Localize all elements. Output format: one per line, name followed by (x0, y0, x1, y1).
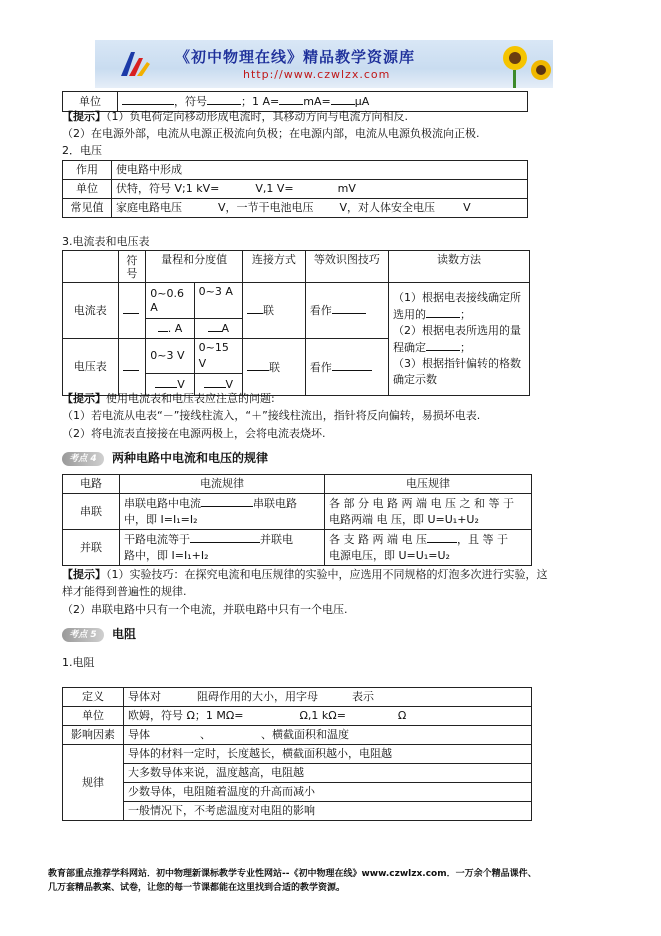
voltmeter-range-1: 0~3 V (146, 339, 194, 374)
section-kaodian-4: 考点 4 两种电路中电流和电压的规律 (62, 450, 268, 467)
tip-2-line-2: （1）若电流从电表“－”接线柱流入，“＋”接线柱流出，指针将反向偏转，易损坏电表. (62, 409, 481, 422)
voltmeter-div-2: V (194, 374, 242, 396)
voltage-unit-text: 伏特，符号 V;1 kV= V,1 V= mV (112, 180, 528, 199)
range-header: 量程和分度值 (146, 251, 243, 283)
resistance-table (62, 687, 532, 821)
resistance-rule-1: 导体的材料一定时，长度越长，横截面积越小，电阻越 (124, 745, 532, 764)
reading-method: （1）根据电表接线确定所 选用的 ； （2）根据电表所选用的量 程确定 ； （3）根据指针偏转的格数 确定示数 (389, 283, 530, 396)
voltage-row-unit: 单位 (63, 180, 112, 199)
tip-2-line-1: 【提示】使用电流表和电压表应注意的问题: (62, 392, 275, 405)
resistance-unit: 欧姆，符号 Ω；1 MΩ= Ω,1 kΩ= Ω (124, 707, 532, 726)
voltage-row-function: 作用 (63, 161, 112, 180)
voltage-common-text: 家庭电路电压 V，一节干电池电压 V，对人体安全电压 V (112, 199, 528, 218)
resistance-row-factors: 影响因素 (63, 726, 124, 745)
header-banner (95, 40, 553, 88)
resistance-row-definition: 定义 (63, 688, 124, 707)
series-current: 串联电路中电流 串联电路 中，即 I=I₁=I₂ (120, 494, 325, 530)
unit-label: 单位 (63, 92, 118, 112)
ammeter-label: 电流表 (63, 283, 119, 339)
sunflower-icon (493, 40, 553, 88)
resistance-row-rules: 规律 (63, 745, 124, 821)
tip-3-line-3: （2）串联电路中只有一个电流，并联电路中只有一个电压. (62, 603, 348, 616)
logo-icon (117, 46, 153, 82)
ammeter-equivalent: 看作 (305, 283, 388, 339)
resistance-definition: 导体对 阻碍作用的大小，用字母 表示 (124, 688, 532, 707)
tip-3-line-2: 样才能得到普遍性的规律. (62, 585, 187, 598)
voltmeter-equivalent: 看作 (305, 339, 388, 396)
voltage-function-text: 使电路中形成 (112, 161, 528, 180)
section-kaodian-5: 考点 5 电阻 (62, 626, 136, 643)
voltmeter-range-2: 0~15 V (194, 339, 242, 374)
circuit-rules-table (62, 474, 532, 566)
banner-url: http://www.czwlzx.com (243, 68, 391, 81)
voltmeter-connection: 联 (242, 339, 305, 396)
section-resistance-title: 1.电阻 (62, 656, 95, 669)
voltmeter-label: 电压表 (63, 339, 119, 396)
parallel-voltage: 各 支 路 两 端 电 压 ，且 等 于 电源电压，即 U=U₁=U₂ (325, 530, 532, 566)
rules-header-circuit: 电路 (63, 475, 120, 494)
resistance-row-unit: 单位 (63, 707, 124, 726)
kaodian-badge: 考点 4 (62, 452, 104, 466)
voltmeter-div-1: V (146, 374, 194, 396)
voltage-row-common: 常见值 (63, 199, 112, 218)
reading-header: 读数方法 (389, 251, 530, 283)
resistance-rule-2: 大多数导体来说，温度越高，电阻越 (124, 764, 532, 783)
tip-3-line-1: 【提示】（1）实验技巧：在探究电流和电压规律的实验中，应选用不同规格的灯泡多次进行实验，这 (62, 568, 548, 581)
resistance-rule-4: 一般情况下，不考虑温度对电阻的影响 (124, 802, 532, 821)
rules-header-voltage: 电压规律 (325, 475, 532, 494)
rules-header-current: 电流规律 (120, 475, 325, 494)
ammeter-range-2: 0~3 A (194, 283, 242, 319)
voltage-table (62, 160, 528, 218)
series-label: 串联 (63, 494, 120, 530)
footer-line-2: 几万套精品教案、试卷，让您的每一节课都能在这里找到合适的教学资源。 (48, 883, 346, 893)
tip-2-line-3: （2）将电流表直接接在电源两极上，会将电流表烧坏. (62, 427, 326, 440)
ammeter-range-1: 0~0.6 A (146, 283, 194, 319)
connection-header: 连接方式 (242, 251, 305, 283)
resistance-rule-3: 少数导体，电阻随着温度的升高而减小 (124, 783, 532, 802)
tip-1-line-1: 【提示】（1）负电荷定向移动形成电流时，其移动方向与电流方向相反. (62, 110, 408, 123)
resistance-factors: 导体 、 、横截面积和温度 (124, 726, 532, 745)
section-meters-title: 3.电流表和电压表 (62, 235, 150, 248)
parallel-label: 并联 (63, 530, 120, 566)
ammeter-div-2: A (194, 319, 242, 339)
symbol-header: 符 号 (118, 251, 146, 283)
section-voltage-title: 2．电压 (62, 144, 102, 157)
tip-1-line-2: （2）在电源外部，电流从电源正极流向负极；在电源内部，电流从电源负极流向正极. (62, 127, 480, 140)
footer-line-1: 教育部重点推荐学科网站．初中物理新课标教学专业性网站--《初中物理在线》www.czwlzx.com．一万余个精品课件、 (48, 869, 537, 879)
ammeter-connection: 联 (242, 283, 305, 339)
kaodian-badge: 考点 5 (62, 628, 104, 642)
equivalent-header: 等效识图技巧 (305, 251, 388, 283)
ammeter-div-1: . A (146, 319, 194, 339)
banner-title: 《初中物理在线》精品教学资源库 (175, 48, 416, 66)
parallel-current: 干路电流等于 并联电 路中，即 I=I₁+I₂ (120, 530, 325, 566)
series-voltage: 各 部 分 电 路 两 端 电 压 之 和 等 于 电路两端 电 压，即 U=U₁+U₂ (325, 494, 532, 530)
unit-cell: ，符号 ；1 A= mA= μA (118, 92, 528, 112)
meters-table (62, 250, 530, 396)
